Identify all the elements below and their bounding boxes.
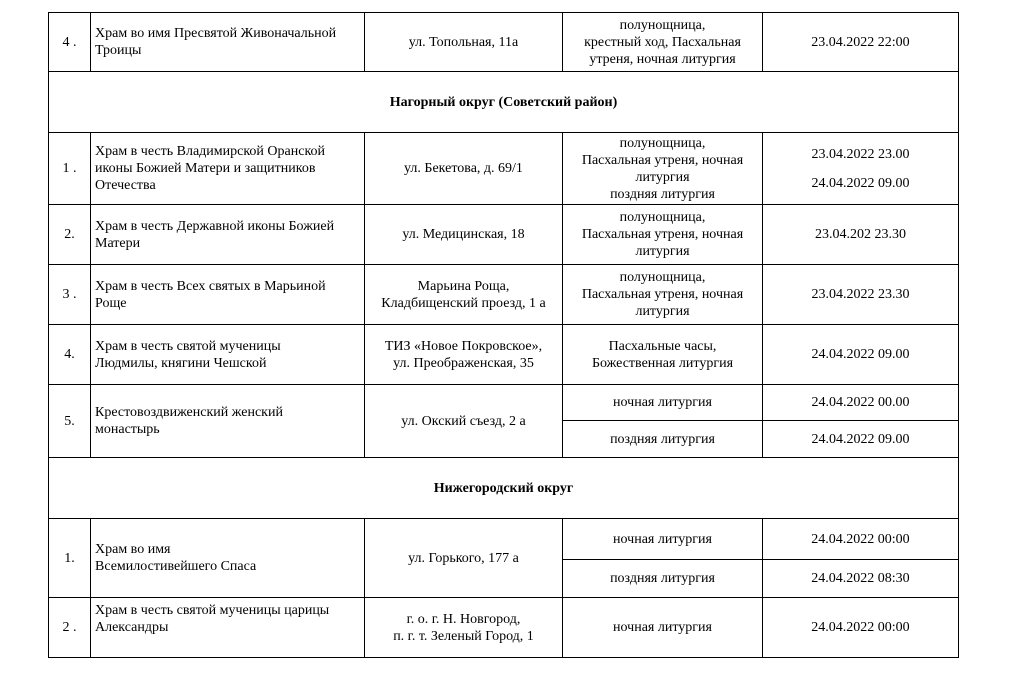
service-datetime: 24.04.2022 00.00 [763, 385, 959, 421]
district-title: Нагорный округ (Советский район) [49, 72, 959, 133]
church-address: ул. Окский съезд, 2 а [365, 385, 563, 458]
service-description: полунощница, крестный ход, Пасхальная утреня, ночная литургия [563, 13, 763, 72]
service-datetime: 24.04.2022 09.00 [763, 325, 959, 385]
table-row [49, 519, 959, 560]
church-name: Храм во имя Всемилостивейшего Спаса [91, 519, 365, 598]
service-datetime: 23.04.2022 22:00 [763, 13, 959, 72]
church-name: Храм в честь святой мученицы царицы Александры [91, 598, 365, 658]
district-header-row [49, 72, 959, 133]
service-description: ночная литургия [563, 519, 763, 560]
table-row [49, 133, 959, 205]
service-description: Пасхальные часы, Божественная литургия [563, 325, 763, 385]
service-description: ночная литургия [563, 385, 763, 421]
service-description: полунощница, Пасхальная утреня, ночная литургия поздняя литургия [563, 133, 763, 205]
church-address: ТИЗ «Новое Покровское», ул. Преображенская, 35 [365, 325, 563, 385]
service-datetime: 24.04.2022 00:00 [763, 519, 959, 560]
church-name: Крестовоздвиженский женский монастырь [91, 385, 365, 458]
row-number: 3 . [49, 265, 91, 325]
service-datetime: 23.04.2022 23.30 [763, 265, 959, 325]
service-description: ночная литургия [563, 598, 763, 658]
service-description: поздняя литургия [563, 421, 763, 458]
district-title: Нижегородский округ [49, 458, 959, 519]
table-row [49, 325, 959, 385]
church-name: Храм в честь святой мученицы Людмилы, княгини Чешской [91, 325, 365, 385]
table-row [49, 13, 959, 72]
row-number: 4 . [49, 13, 91, 72]
row-number: 4. [49, 325, 91, 385]
table-row [49, 598, 959, 658]
church-name: Храм в честь Владимирской Оранской иконы Божией Матери и защитников Отечества [91, 133, 365, 205]
church-address: ул. Бекетова, д. 69/1 [365, 133, 563, 205]
row-number: 1 . [49, 133, 91, 205]
service-datetime: 24.04.2022 09.00 [763, 421, 959, 458]
church-address: ул. Медицинская, 18 [365, 205, 563, 265]
church-schedule-table [48, 12, 959, 658]
row-number: 2. [49, 205, 91, 265]
service-description: поздняя литургия [563, 560, 763, 598]
row-number: 1. [49, 519, 91, 598]
church-address: Марьина Роща, Кладбищенский проезд, 1 а [365, 265, 563, 325]
church-address: ул. Топольная, 11а [365, 13, 563, 72]
church-name: Храм в честь Державной иконы Божией Матери [91, 205, 365, 265]
church-name: Храм во имя Пресвятой Живоначальной Троицы [91, 13, 365, 72]
service-datetime: 23.04.202 23.30 [763, 205, 959, 265]
service-datetime: 24.04.2022 08:30 [763, 560, 959, 598]
service-description: полунощница, Пасхальная утреня, ночная литургия [563, 265, 763, 325]
row-number: 2 . [49, 598, 91, 658]
table-row [49, 265, 959, 325]
service-datetime: 23.04.2022 23.00 24.04.2022 09.00 [763, 133, 959, 205]
service-description: полунощница, Пасхальная утреня, ночная литургия [563, 205, 763, 265]
church-name: Храм в честь Всех святых в Марьиной Роще [91, 265, 365, 325]
district-header-row [49, 458, 959, 519]
table-row [49, 385, 959, 421]
church-address: ул. Горького, 177 а [365, 519, 563, 598]
table-row [49, 205, 959, 265]
service-datetime: 24.04.2022 00:00 [763, 598, 959, 658]
church-address: г. о. г. Н. Новгород, п. г. т. Зеленый Город, 1 [365, 598, 563, 658]
row-number: 5. [49, 385, 91, 458]
